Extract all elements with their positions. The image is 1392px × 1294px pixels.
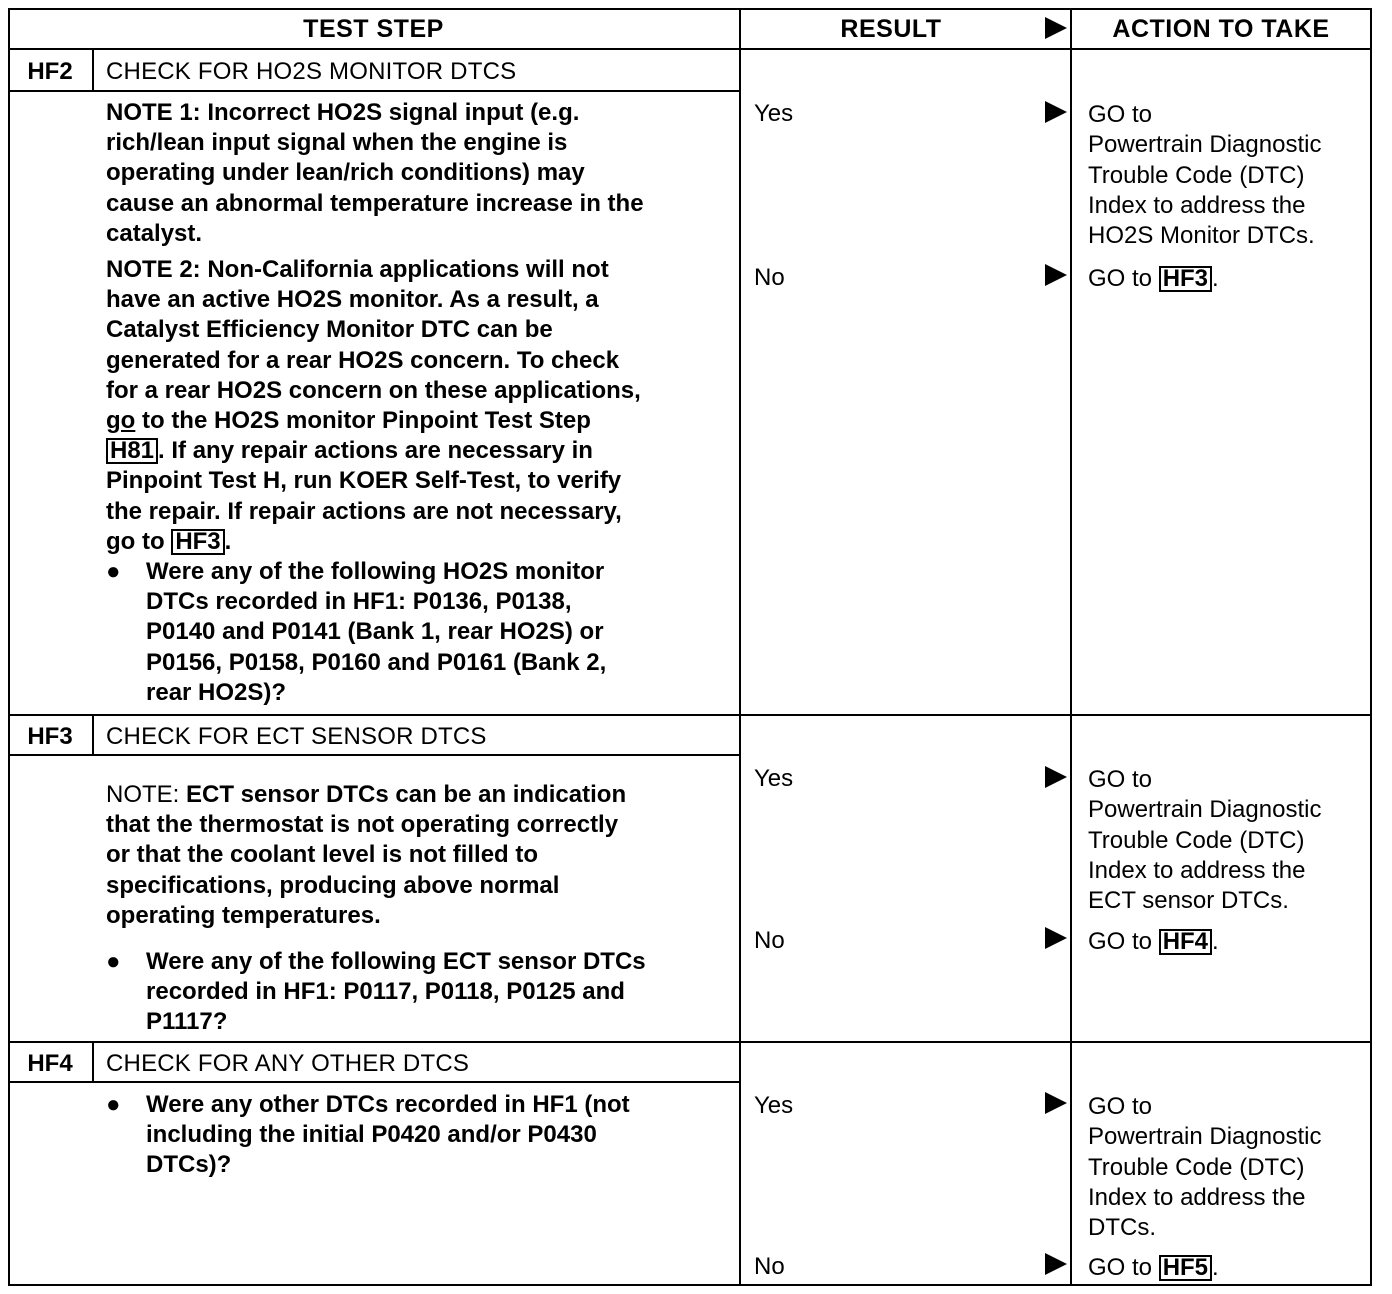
action-line: HO2S Monitor DTCs. xyxy=(1088,222,1315,250)
arrow-icon xyxy=(1045,1092,1067,1114)
question-line: P1117? xyxy=(146,1008,228,1036)
header-test-step: TEST STEP xyxy=(303,15,444,43)
result-yes-hf3: Yes xyxy=(754,765,794,792)
step-id-hf2: HF2 xyxy=(27,58,73,85)
action-line: Powertrain Diagnostic xyxy=(1088,796,1322,824)
action-line: GO to xyxy=(1088,1093,1153,1120)
question-line: P0156, P0158, P0160 and P0161 (Bank 2, xyxy=(146,648,607,676)
action-line: Index to address the xyxy=(1088,191,1306,219)
note2-line10: go to xyxy=(106,527,172,555)
bullet-icon: ● xyxy=(106,1091,121,1118)
question-line: Were any of the following HO2S monitor xyxy=(146,558,605,585)
note2-line: Catalyst Efficiency Monitor DTC can be xyxy=(106,316,553,344)
action-line: Trouble Code (DTC) xyxy=(1088,1153,1305,1181)
title-underline-hf3 xyxy=(8,754,739,756)
note1-hf2 xyxy=(106,98,644,249)
note-line: specifications, producing above normal xyxy=(106,871,560,899)
arrow-icon xyxy=(1045,1253,1067,1275)
question-line: Were any of the following ECT sensor DTCs xyxy=(146,948,646,975)
id-divider-hf2 xyxy=(92,48,94,92)
step-title-hf2: CHECK FOR HO2S MONITOR DTCS xyxy=(106,58,517,85)
note1-line: rich/lean input signal when the engine is xyxy=(106,129,568,157)
title-underline-hf2 xyxy=(8,90,739,92)
bullet-icon: ● xyxy=(106,558,121,585)
action-suffix: . xyxy=(1212,1254,1219,1281)
note2-go: go xyxy=(106,407,136,435)
id-divider-hf4 xyxy=(92,1041,94,1083)
step-divider-hf4 xyxy=(8,1041,1372,1043)
step-title-hf4: CHECK FOR ANY OTHER DTCS xyxy=(106,1050,470,1077)
note2-line: the repair. If repair actions are not necessary, xyxy=(106,497,622,525)
note2-hf2 xyxy=(106,255,641,557)
step-ref-link[interactable]: H81 xyxy=(106,438,158,464)
action-go-to: GO to xyxy=(1088,265,1159,292)
note2-line xyxy=(106,527,641,557)
id-divider-hf3 xyxy=(92,714,94,756)
action-yes-hf4 xyxy=(1088,1092,1370,1243)
question-text-hf2 xyxy=(146,557,746,708)
note-first: ECT sensor DTCs can be an indication xyxy=(179,781,627,808)
table-border-left xyxy=(8,8,10,1286)
action-no-hf2 xyxy=(1088,264,1370,294)
note-line: that the thermostat is not operating correctly xyxy=(106,811,619,839)
result-yes-hf4: Yes xyxy=(754,1092,794,1119)
question-line: Were any other DTCs recorded in HF1 (not xyxy=(146,1091,630,1118)
note2-line: NOTE 2: Non-California applications will not xyxy=(106,256,609,283)
note1-line: cause an abnormal temperature increase in the xyxy=(106,189,644,217)
action-line: Trouble Code (DTC) xyxy=(1088,826,1305,854)
action-line: DTCs. xyxy=(1088,1214,1156,1242)
note2-line xyxy=(106,406,641,436)
question-line: recorded in HF1: P0117, P0118, P0125 and xyxy=(146,978,625,1006)
arrow-icon xyxy=(1045,264,1067,286)
header-action: ACTION TO TAKE xyxy=(1112,15,1330,43)
question-text-hf3 xyxy=(146,947,746,1038)
action-line: GO to xyxy=(1088,101,1153,128)
action-yes-hf3 xyxy=(1088,765,1370,916)
note-hf3 xyxy=(106,780,626,931)
note2-line: Pinpoint Test H, run KOER Self-Test, to verify xyxy=(106,467,622,495)
result-no-hf2: No xyxy=(754,264,785,291)
question-line: DTCs)? xyxy=(146,1151,232,1179)
step-divider-hf3 xyxy=(8,714,1372,716)
arrow-icon xyxy=(1045,101,1067,123)
question-text-hf4 xyxy=(146,1090,746,1181)
action-line: Trouble Code (DTC) xyxy=(1088,161,1305,189)
note1-line: operating under lean/rich conditions) may xyxy=(106,159,585,187)
header-result: RESULT xyxy=(840,15,942,43)
result-no-hf3: No xyxy=(754,927,785,954)
action-no-hf4 xyxy=(1088,1253,1370,1283)
table-border-right xyxy=(1370,8,1372,1286)
note1-line: catalyst. xyxy=(106,219,203,247)
question-line: including the initial P0420 and/or P0430 xyxy=(146,1121,597,1149)
header-arrow-icon xyxy=(1045,17,1067,39)
action-suffix: . xyxy=(1212,265,1219,292)
note2-line6: to the HO2S monitor Pinpoint Test Step xyxy=(135,407,591,435)
question-line: DTCs recorded in HF1: P0136, P0138, xyxy=(146,588,572,616)
title-underline-hf4 xyxy=(8,1081,739,1083)
action-no-hf3 xyxy=(1088,927,1370,957)
step-id-hf3: HF3 xyxy=(27,723,73,750)
note-line: or that the coolant level is not filled to xyxy=(106,841,539,869)
step-ref-link[interactable]: HF5 xyxy=(1159,1255,1212,1281)
action-go-to: GO to xyxy=(1088,1254,1159,1281)
action-go-to: GO to xyxy=(1088,928,1159,955)
step-title-hf3: CHECK FOR ECT SENSOR DTCS xyxy=(106,723,487,750)
bullet-icon: ● xyxy=(106,948,121,975)
note2-line: generated for a rear HO2S concern. To check xyxy=(106,346,620,374)
table-border-bottom xyxy=(8,1284,1372,1286)
step-id-hf4: HF4 xyxy=(27,1050,73,1077)
question-line: P0140 and P0141 (Bank 1, rear HO2S) or xyxy=(146,618,604,646)
note1-line: NOTE 1: Incorrect HO2S signal input (e.g. xyxy=(106,99,580,126)
action-line: GO to xyxy=(1088,766,1153,793)
result-no-hf4: No xyxy=(754,1253,785,1280)
arrow-icon xyxy=(1045,927,1067,949)
arrow-icon xyxy=(1045,766,1067,788)
action-line: ECT sensor DTCs. xyxy=(1088,887,1289,915)
note2-line xyxy=(106,436,641,466)
note2-line: for a rear HO2S concern on these applications, xyxy=(106,376,641,404)
col-divider-action xyxy=(1070,8,1072,1286)
action-line: Index to address the xyxy=(1088,1183,1306,1211)
step-ref-link[interactable]: HF3 xyxy=(1159,266,1212,292)
note2-end: . xyxy=(224,527,232,555)
action-line: Index to address the xyxy=(1088,856,1306,884)
action-suffix: . xyxy=(1212,928,1219,955)
action-line: Powertrain Diagnostic xyxy=(1088,1123,1322,1151)
result-yes-hf2: Yes xyxy=(754,100,794,127)
note-line xyxy=(106,780,626,810)
step-ref-link[interactable]: HF4 xyxy=(1159,929,1212,955)
action-yes-hf2 xyxy=(1088,100,1370,251)
header-divider xyxy=(8,48,1372,50)
question-line: rear HO2S)? xyxy=(146,678,287,706)
step-ref-link[interactable]: HF3 xyxy=(171,529,224,555)
diagnostic-table xyxy=(8,8,1372,1286)
note-prefix: NOTE: xyxy=(106,781,180,808)
action-line: Powertrain Diagnostic xyxy=(1088,131,1322,159)
note2-line: have an active HO2S monitor. As a result, a xyxy=(106,286,599,314)
note-line: operating temperatures. xyxy=(106,901,381,929)
note2-line7: . If any repair actions are necessary in xyxy=(158,437,593,465)
